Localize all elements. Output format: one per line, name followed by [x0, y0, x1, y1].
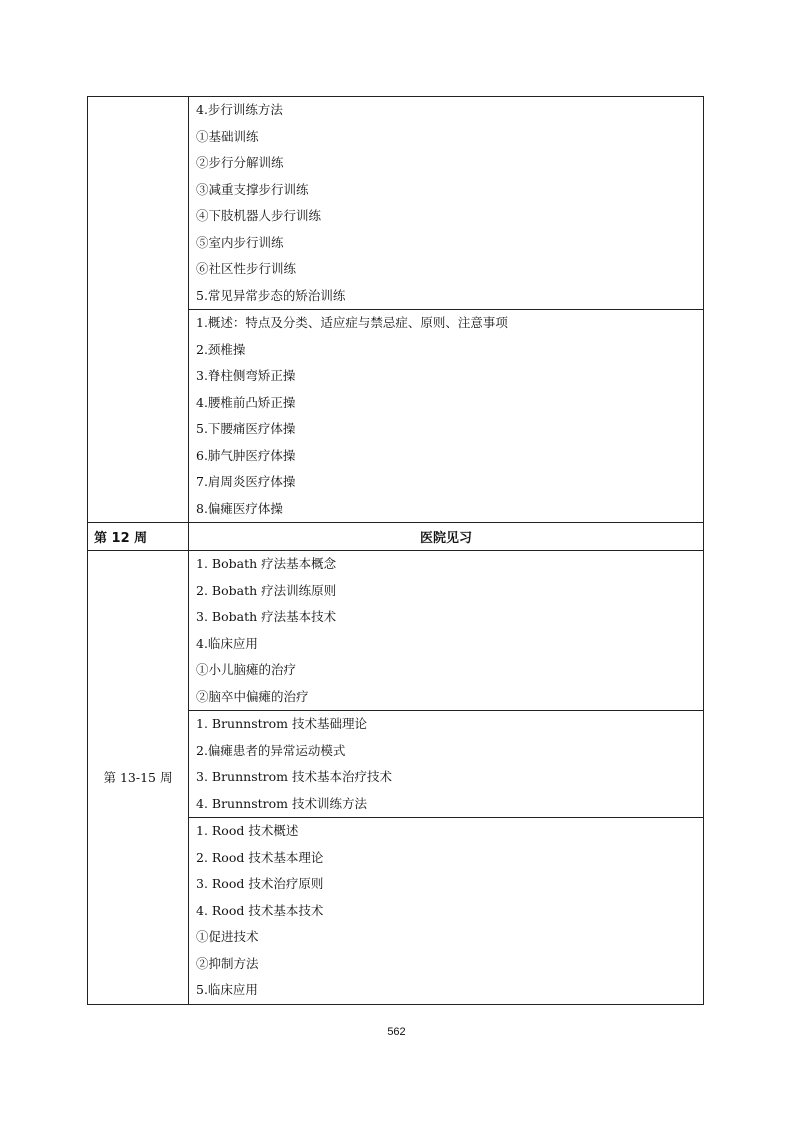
list-item: ②脑卒中偏瘫的治疗 — [196, 688, 309, 704]
week-12-label: 第 12 周 — [88, 523, 189, 551]
content-cell-rood — [189, 818, 704, 1005]
content-cell-brunnstrom — [189, 711, 704, 818]
hospital-practice-title: 医院见习 — [189, 523, 704, 551]
content-cell-gait-training — [189, 97, 704, 310]
list-item: ①基础训练 — [196, 128, 259, 144]
table-row-week-12 — [88, 523, 704, 551]
list-item: 4.步行训练方法 — [196, 102, 283, 117]
list-item: 2. Rood 技术基本理论 — [196, 849, 324, 865]
list-item: 5.下腰痛医疗体操 — [196, 421, 296, 436]
list-item: 3. Brunnstrom 技术基本治疗技术 — [196, 769, 392, 784]
week-13-15-label: 第 13-15 周 — [88, 551, 189, 1005]
page-number: 562 — [387, 1026, 406, 1038]
list-item: ②抑制方法 — [196, 955, 259, 971]
list-item: ⑥社区性步行训练 — [196, 261, 297, 276]
list-item: 2.偏瘫患者的异常运动模式 — [196, 742, 346, 758]
list-item: ③减重支撑步行训练 — [196, 181, 309, 197]
list-item: 1. Rood 技术概述 — [196, 823, 299, 838]
curriculum-table — [87, 96, 704, 1005]
list-item: ⑤室内步行训练 — [196, 234, 284, 250]
list-item: 1.概述：特点及分类、适应症与禁忌症、原则、注意事项 — [196, 315, 508, 330]
list-item: 1. Bobath 疗法基本概念 — [196, 556, 337, 571]
list-item: 8.偏瘫医疗体操 — [196, 500, 283, 516]
content-cell-medical-gymnastics — [189, 310, 704, 523]
week-cell-empty — [88, 97, 189, 523]
list-item: 4.临床应用 — [196, 635, 258, 651]
list-item: 3.脊柱侧弯矫正操 — [196, 368, 296, 383]
list-item: 2. Bobath 疗法训练原则 — [196, 582, 337, 598]
list-item: 5.临床应用 — [196, 982, 258, 997]
list-item: 4. Brunnstrom 技术训练方法 — [196, 795, 367, 811]
list-item: 1. Brunnstrom 技术基础理论 — [196, 716, 367, 731]
list-item: ②步行分解训练 — [196, 155, 284, 170]
list-item: ①小儿脑瘫的治疗 — [196, 662, 297, 677]
list-item: 6.肺气肿医疗体操 — [196, 447, 296, 463]
list-item: 2.颈椎操 — [196, 341, 246, 357]
list-item: ①促进技术 — [196, 929, 259, 944]
table-row — [88, 97, 704, 310]
list-item: 7.肩周炎医疗体操 — [196, 474, 296, 489]
list-item: 5.常见异常步态的矫治训练 — [196, 287, 346, 303]
table-row — [88, 551, 704, 711]
list-item: 4. Rood 技术基本技术 — [196, 902, 324, 918]
list-item: 4.腰椎前凸矫正操 — [196, 394, 296, 410]
content-cell-bobath — [189, 551, 704, 711]
list-item: 3. Rood 技术治疗原则 — [196, 876, 324, 891]
list-item: 3. Bobath 疗法基本技术 — [196, 609, 337, 624]
list-item: ④下肢机器人步行训练 — [196, 208, 322, 223]
